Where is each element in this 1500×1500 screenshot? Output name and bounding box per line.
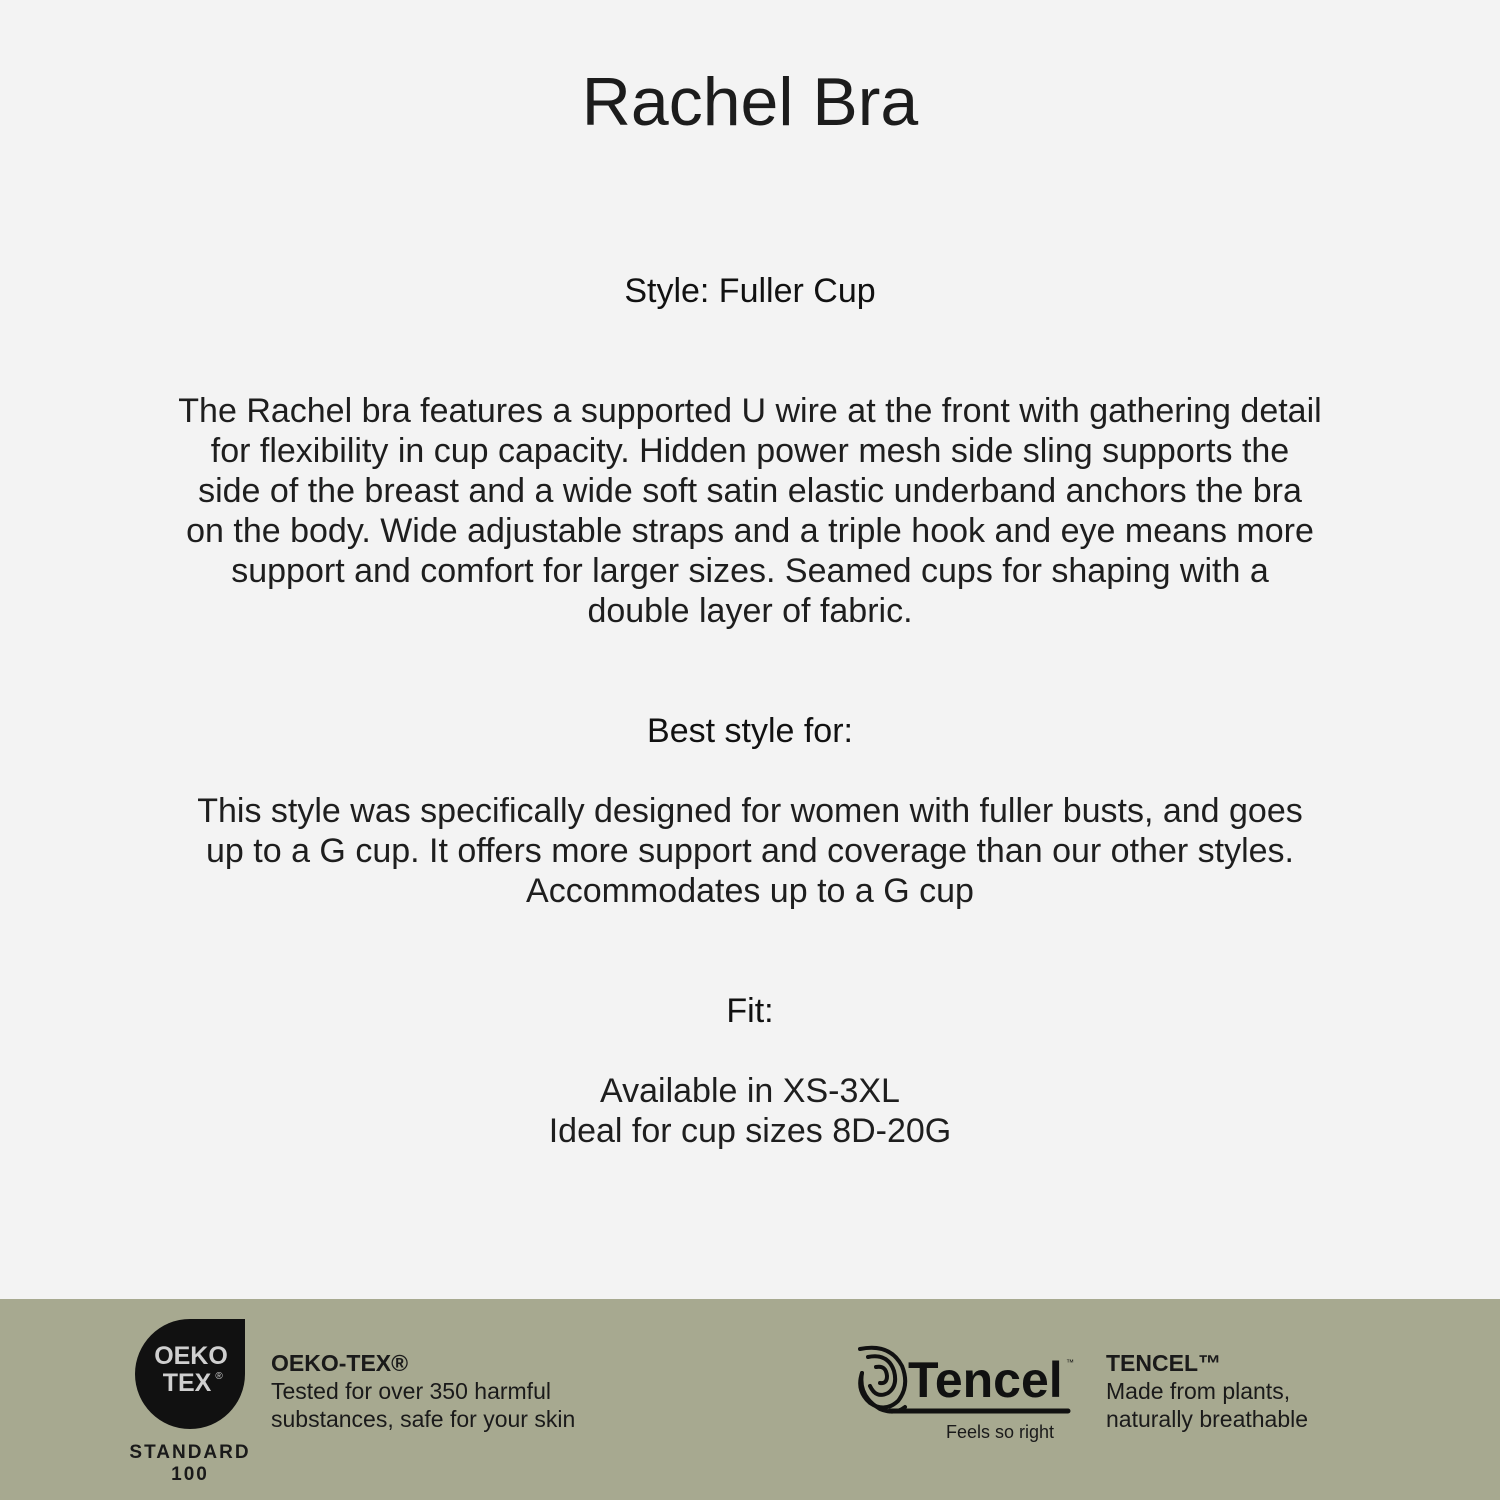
oeko-logo-mark: ® [215, 1371, 223, 1382]
tencel-logo-text: Tencel [908, 1352, 1063, 1408]
description-line: for flexibility in cup capacity. Hidden power mesh side sling supports the [210, 432, 1290, 470]
oeko-tex-line: Tested for over 350 harmful [271, 1378, 551, 1404]
page-title: Rachel Bra [581, 64, 919, 140]
style-heading: Style: Fuller Cup [624, 272, 876, 310]
oeko-tex-line: substances, safe for your skin [271, 1406, 576, 1432]
description-line: double layer of fabric. [587, 592, 913, 630]
fit-heading: Fit: [726, 992, 774, 1030]
tencel-line: Made from plants, [1106, 1378, 1291, 1404]
tencel-tagline: Feels so right [945, 1422, 1055, 1442]
tencel-line: naturally breathable [1106, 1406, 1309, 1432]
tencel-info [1106, 1349, 1308, 1433]
oeko-standard-line1: STANDARD [129, 1442, 251, 1463]
best-style-line: This style was specifically designed for women with fuller busts, and goes [197, 792, 1303, 830]
description-line: support and comfort for larger sizes. Seamed cups for shaping with a [231, 552, 1269, 590]
oeko-standard-line2: 100 [171, 1464, 209, 1485]
oeko-tex-title: OEKO-TEX® [271, 1350, 409, 1376]
style-description [150, 391, 1350, 631]
best-style-description [150, 791, 1350, 911]
description-line: side of the breast and a wide soft satin elastic underband anchors the bra [198, 472, 1302, 510]
fit-line: Available in XS-3XL [600, 1072, 900, 1110]
description-line: on the body. Wide adjustable straps and a triple hook and eye means more [186, 512, 1314, 550]
best-style-heading: Best style for: [647, 712, 853, 750]
fit-line: Ideal for cup sizes 8D-20G [548, 1112, 952, 1150]
oeko-tex-logo-icon [135, 1319, 245, 1429]
description-line: The Rachel bra features a supported U wire at the front with gathering detail [178, 392, 1322, 430]
oeko-logo-line1: OEKO [154, 1342, 228, 1370]
oeko-standard-label [120, 1442, 260, 1486]
fit-description [150, 1071, 1350, 1151]
oeko-tex-info [271, 1349, 575, 1433]
oeko-logo-line2: TEX [162, 1369, 212, 1397]
best-style-line: up to a G cup. It offers more support and coverage than our other styles. [206, 832, 1294, 870]
tencel-title: TENCEL™ [1106, 1350, 1221, 1376]
certifications-footer [0, 1299, 1500, 1500]
best-style-line: Accommodates up to a G cup [526, 872, 974, 910]
tencel-logo-tm: ™ [1066, 1358, 1074, 1367]
